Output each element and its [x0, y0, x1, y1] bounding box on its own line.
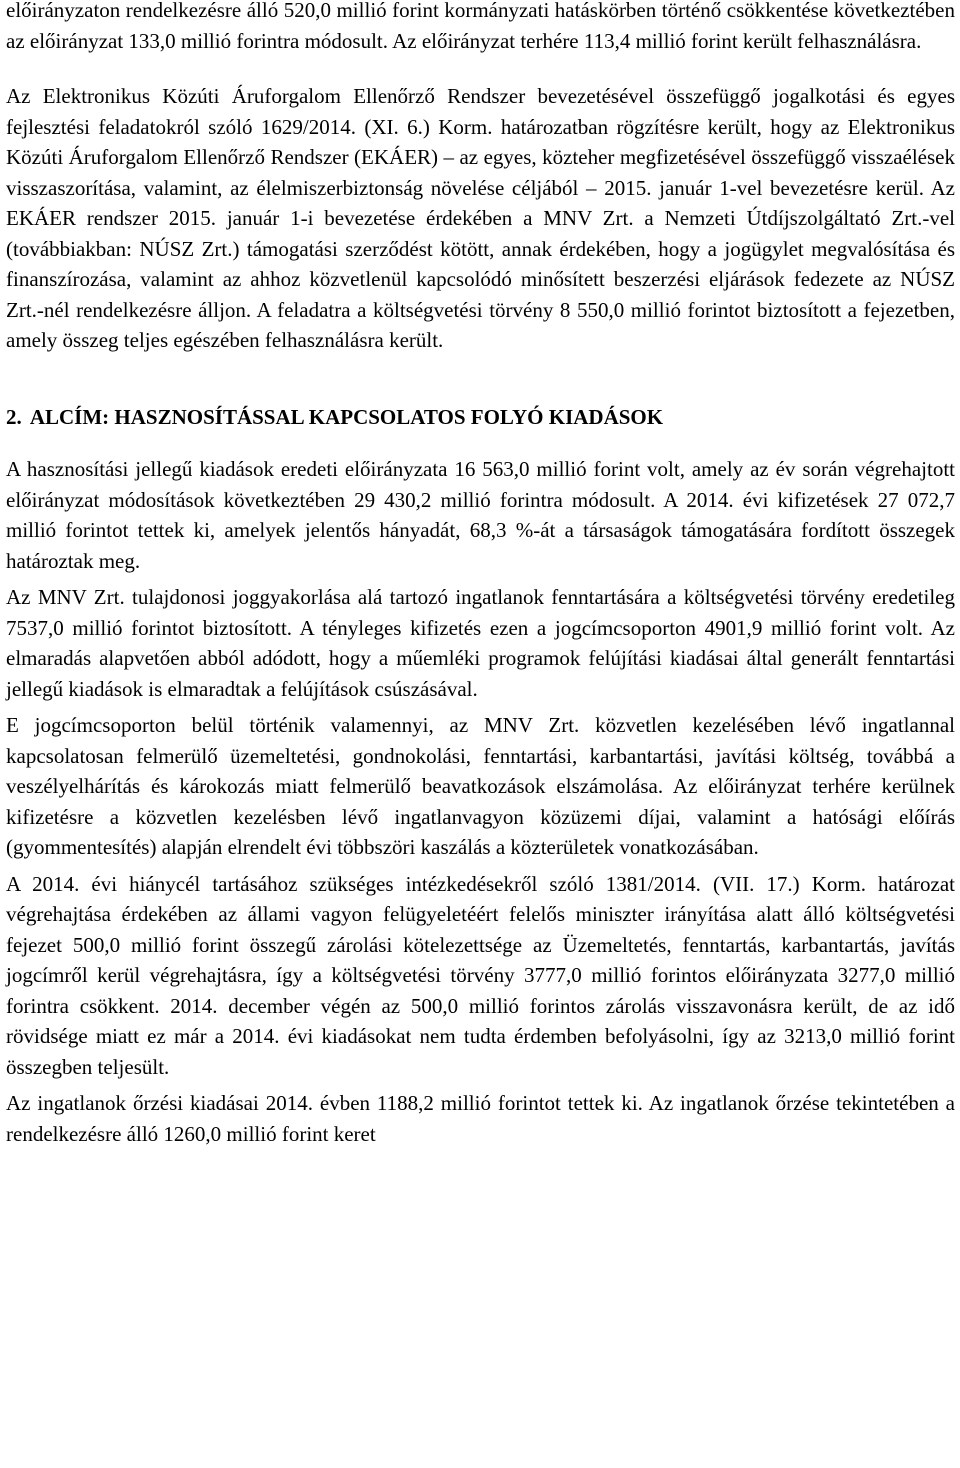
- section-heading: [6, 402, 955, 433]
- section-number: 2.: [6, 404, 22, 429]
- paragraph-appropriation-reduction: előirányzaton rendelkezésre álló 520,0 millió forint kormányzati hatáskörben történő csökkentése következtében az előirányzat 133,0 millió forintra módosult. Az előirányzat terhére 113,4 millió forint került felhasználásra.: [6, 0, 955, 53]
- paragraph-security-expenses: Az ingatlanok őrzési kiadásai 2014. évben 1188,2 millió forintot tettek ki. Az ingatlanok őrzése tekintetében a rendelkezésre álló 1260,0 millió forint keret: [6, 1091, 955, 1146]
- document-page: [6, 0, 955, 1149]
- paragraph-utilization-expenses: A hasznosítási jellegű kiadások eredeti előirányzata 16 563,0 millió forint volt, amely az év során végrehajtott előirányzat módosítások következtében 29 430,2 millió forintra módosult. A 2014. évi kifizetések 27 072,7 millió forintot tettek ki, amelyek jelentős hányadát, 68,3 %-át a társaságok támogatására fordított összegek határoztak meg.: [6, 457, 955, 573]
- paragraph-direct-management: E jogcímcsoporton belül történik valamennyi, az MNV Zrt. közvetlen kezelésében lévő ingatlannal kapcsolatosan felmerülő üzemeltetési, gondnokolási, fenntartási, karbantartási, javítási költség, továbbá a veszélyelhárítás és károkozás miatt felmerülő beavatkozások elszámolása. Az előirányzat terhére kerülnek kifizetésre a közvetlen kezelésben lévő ingatlanvagyon közüzemi díjai, valamint a hatósági előírás (gyommentesítés) alapján elrendelt évi többszöri kaszálás a közterületek vonatkozásában.: [6, 713, 955, 859]
- paragraph-property-maintenance: Az MNV Zrt. tulajdonosi joggyakorlása alá tartozó ingatlanok fenntartására a költségvetési törvény eredetileg 7537,0 millió forintot biztosított. A tényleges kifizetés ezen a jogcímcsoporton 4901,9 millió forint volt. Az elmaradás alapvetően abból adódott, hogy a műemléki programok felújítási kiadásai által generált fenntartási jellegű kiadások is elmaradtak a felújítások csúszásával.: [6, 585, 955, 701]
- section-title: ALCÍM: HASZNOSÍTÁSSAL KAPCSOLATOS FOLYÓ KIADÁSOK: [29, 404, 664, 429]
- paragraph-ekaer: Az Elektronikus Közúti Áruforgalom Ellenőrző Rendszer bevezetésével összefüggő jogalkotási és egyes fejlesztési feladatokról szóló 1629/2014. (XI. 6.) Korm. határozatban rögzítésre került, hogy az Elektronikus Közúti Áruforgalom Ellenőrző Rendszer (EKÁER) – az egyes, közteher megfizetésével összefüggő visszaélések visszaszorítása, valamint, az élelmiszerbiztonság növelése céljából – 2015. január 1-vel bevezetésre kerül. Az EKÁER rendszer 2015. január 1-i bevezetése érdekében a MNV Zrt. a Nemzeti Útdíjszolgáltató Zrt.-vel (továbbiakban: NÚSZ Zrt.) támogatási szerződést kötött, annak érdekében, hogy a jogügylet megvalósítása és finanszírozása, valamint az ahhoz közvetlenül kapcsolódó minősített beszerzési eljárások fedezete az NÚSZ Zrt.-nél rendelkezésre álljon. A feladatra a költségvetési törvény 8 550,0 millió forintot biztosított a fejezetben, amely összeg teljes egészében felhasználásra került.: [6, 84, 955, 352]
- paragraph-deficit-target: A 2014. évi hiánycél tartásához szükséges intézkedésekről szóló 1381/2014. (VII. 17.) Korm. határozat végrehajtása érdekében az állami vagyon felügyeletéért felelős miniszter irányítása alatt álló költségvetési fejezet 500,0 millió forint összegű zárolási kötelezettsége az Üzemeltetés, fenntartás, karbantartás, javítás jogcímről kerül végrehajtásra, így a költségvetési törvény 3777,0 millió forintos előirányzata 3277,0 millió forintra csökkent. 2014. december végén az 500,0 millió forintos zárolás visszavonásra került, de az idő rövidsége miatt ez már a 2014. évi kiadásokat nem tudta érdemben befolyásolni, így az 3213,0 millió forint összegben teljesült.: [6, 871, 955, 1079]
